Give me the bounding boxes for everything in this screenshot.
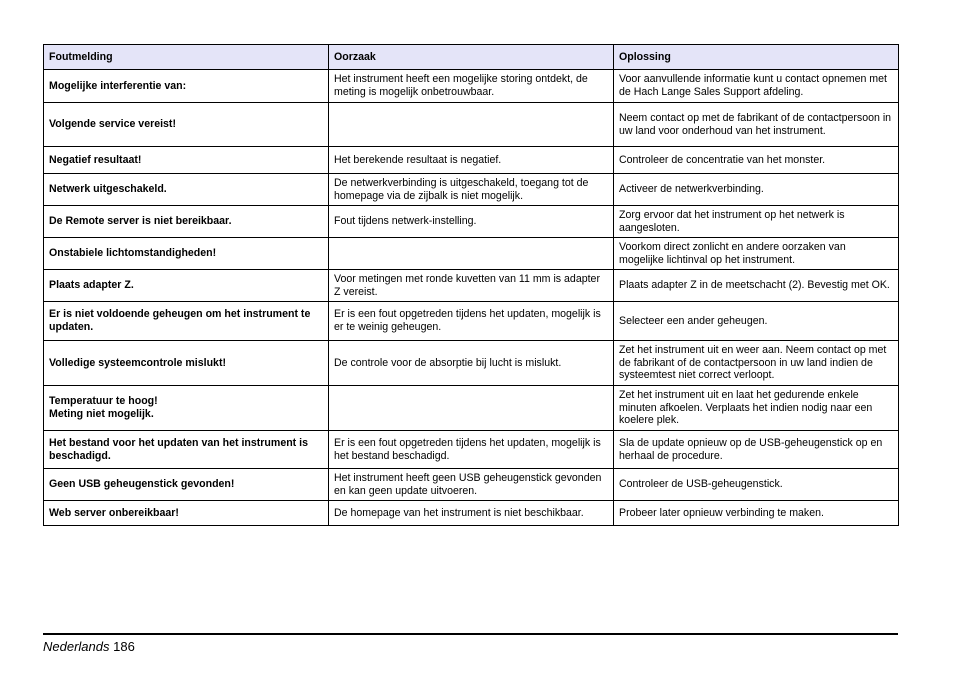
footer-language: Nederlands [43, 639, 110, 654]
table-row [44, 431, 899, 469]
cause-cell: De homepage van het instrument is niet beschikbaar. [329, 501, 614, 526]
solution-cell: Controleer de concentratie van het monster. [614, 147, 899, 174]
error-message-cell: Het bestand voor het updaten van het instrument is beschadigd. [44, 431, 329, 469]
cause-cell: Er is een fout opgetreden tijdens het updaten, mogelijk is het bestand beschadigd. [329, 431, 614, 469]
cause-cell: Het instrument heeft een mogelijke storing ontdekt, de meting is mogelijk onbetrouwbaar. [329, 70, 614, 103]
cause-cell: Er is een fout opgetreden tijdens het updaten, mogelijk is er te weinig geheugen. [329, 302, 614, 341]
error-message-cell: Web server onbereikbaar! [44, 501, 329, 526]
cause-cell: Het berekende resultaat is negatief. [329, 147, 614, 174]
solution-cell: Voorkom direct zonlicht en andere oorzaken van mogelijke lichtinval op het instrument. [614, 238, 899, 270]
solution-cell: Voor aanvullende informatie kunt u contact opnemen met de Hach Lange Sales Support afdeling. [614, 70, 899, 103]
table-row [44, 386, 899, 431]
table-row [44, 341, 899, 386]
error-message-cell: Plaats adapter Z. [44, 270, 329, 302]
page-number: 186 [113, 639, 135, 654]
solution-cell: Plaats adapter Z in de meetschacht (2). Bevestig met OK. [614, 270, 899, 302]
page-footer [43, 639, 135, 654]
error-message-line: Temperatuur te hoog! Meting niet mogelijk. [49, 395, 158, 420]
error-message-cell: Er is niet voldoende geheugen om het instrument te updaten. [44, 302, 329, 341]
solution-cell: Activeer de netwerkverbinding. [614, 174, 899, 206]
error-message-table [43, 44, 899, 526]
table-row [44, 469, 899, 501]
solution-cell: Neem contact op met de fabrikant of de contactpersoon in uw land voor onderhoud van het instrument. [614, 103, 899, 147]
error-message-cell [44, 386, 329, 431]
column-header-oplossing: Oplossing [614, 45, 899, 70]
table-row [44, 238, 899, 270]
solution-cell: Zet het instrument uit en weer aan. Neem contact op met de fabrikant of de contactpersoon in uw land indien de systeemtest niet correct verloopt. [614, 341, 899, 386]
cause-cell: Het instrument heeft geen USB geheugenstick gevonden en kan geen update uitvoeren. [329, 469, 614, 501]
table-row [44, 302, 899, 341]
table-row [44, 174, 899, 206]
error-message-cell: Geen USB geheugenstick gevonden! [44, 469, 329, 501]
error-message-cell: Mogelijke interferentie van: [44, 70, 329, 103]
error-message-cell: Negatief resultaat! [44, 147, 329, 174]
error-message-cell: Volledige systeemcontrole mislukt! [44, 341, 329, 386]
table-row [44, 206, 899, 238]
cause-cell: Voor metingen met ronde kuvetten van 11 mm is adapter Z vereist. [329, 270, 614, 302]
error-message-cell: Onstabiele lichtomstandigheden! [44, 238, 329, 270]
solution-cell: Controleer de USB-geheugenstick. [614, 469, 899, 501]
table-row [44, 70, 899, 103]
column-header-oorzaak: Oorzaak [329, 45, 614, 70]
cause-cell: Fout tijdens netwerk-instelling. [329, 206, 614, 238]
table-row [44, 270, 899, 302]
cause-cell [329, 103, 614, 147]
error-message-cell: De Remote server is niet bereikbaar. [44, 206, 329, 238]
cause-cell [329, 238, 614, 270]
table-header-row [44, 45, 899, 70]
solution-cell: Selecteer een ander geheugen. [614, 302, 899, 341]
solution-cell: Probeer later opnieuw verbinding te maken. [614, 501, 899, 526]
solution-cell: Zorg ervoor dat het instrument op het netwerk is aangesloten. [614, 206, 899, 238]
error-message-cell: Netwerk uitgeschakeld. [44, 174, 329, 206]
table-row [44, 147, 899, 174]
footer-divider [43, 633, 898, 635]
column-header-foutmelding: Foutmelding [44, 45, 329, 70]
cause-cell: De netwerkverbinding is uitgeschakeld, toegang tot de homepage via de zijbalk is niet mogelijk. [329, 174, 614, 206]
table-row [44, 103, 899, 147]
error-message-cell: Volgende service vereist! [44, 103, 329, 147]
solution-cell: Sla de update opnieuw op de USB-geheugenstick op en herhaal de procedure. [614, 431, 899, 469]
cause-cell [329, 386, 614, 431]
table-row [44, 501, 899, 526]
cause-cell: De controle voor de absorptie bij lucht is mislukt. [329, 341, 614, 386]
solution-cell: Zet het instrument uit en laat het gedurende enkele minuten afkoelen. Verplaats het indien nodig naar een koelere plek. [614, 386, 899, 431]
